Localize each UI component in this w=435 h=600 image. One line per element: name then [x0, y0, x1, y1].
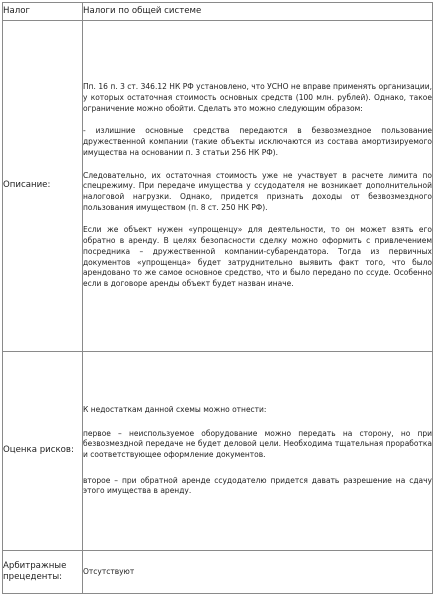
description-row — [3, 21, 433, 352]
header-tax-label: Налог — [3, 3, 83, 21]
risk-assessment-content — [83, 352, 433, 551]
arbitration-label: Арбитражные прецеденты: — [3, 551, 83, 594]
description-paragraph-4: Если же объект нужен «упрощенцу» для деятельности, то он может взять его обратно в аренду. В целях безопасности сделку можно оформить с привлечением посредника – дружественной компании-субарендатора. Тогда из первичных документов «упрощенца» будет затруднительно выявить факт того, что было арендовано то же самое основное средство, что и было передано по ссуде. Особенно если в договоре аренды объект будет назван иначе. — [83, 225, 432, 288]
description-content — [83, 21, 433, 352]
risk-item-2: второе – при обратной аренде ссудодателю придется давать разрешение на сдачу этого имущества в аренду. — [83, 475, 432, 496]
description-label: Описание: — [3, 21, 83, 352]
risk-assessment-row — [3, 352, 433, 551]
description-paragraph-3: Следовательно, их остаточная стоимость уже не участвует в расчете лимита по спецрежиму. При передаче имущества у ссудодателя не возникает дополнительной налоговой нагрузки. Однако, придется признать доходы от безвозмездного пользования имуществом (п. 8 ст. 250 НК РФ). — [83, 170, 432, 212]
arbitration-value: Отсутствуют — [83, 551, 433, 594]
description-paragraph-2: - излишние основные средства передаются в безвозмездное пользование дружественной компании (такие объекты исключаются из состава амортизируемого имущества на основании п. 3 статьи 256 НК РФ). — [83, 126, 432, 157]
tax-scheme-table — [2, 2, 433, 594]
risk-intro: К недостаткам данной схемы можно отнести: — [83, 404, 267, 414]
table-header-row — [3, 3, 433, 21]
risk-item-1: первое – неиспользуемое оборудование можно передать на сторону, но при безвозмездной передаче не будет деловой цели. Необходима тщательная проработка и соответствующее оформление документов. — [83, 428, 432, 459]
risk-assessment-label: Оценка рисков: — [3, 352, 83, 551]
header-general-system-label: Налоги по общей системе — [83, 3, 433, 21]
description-paragraph-1: Пп. 16 п. 3 ст. 346.12 НК РФ установлено, что УСНО не вправе применять организации, у которых остаточная стоимость основных средств (100 млн. рублей). Однако, такое ограничение можно обойти. Сделать это можно следующим образом: — [83, 82, 432, 113]
arbitration-row — [3, 551, 433, 594]
